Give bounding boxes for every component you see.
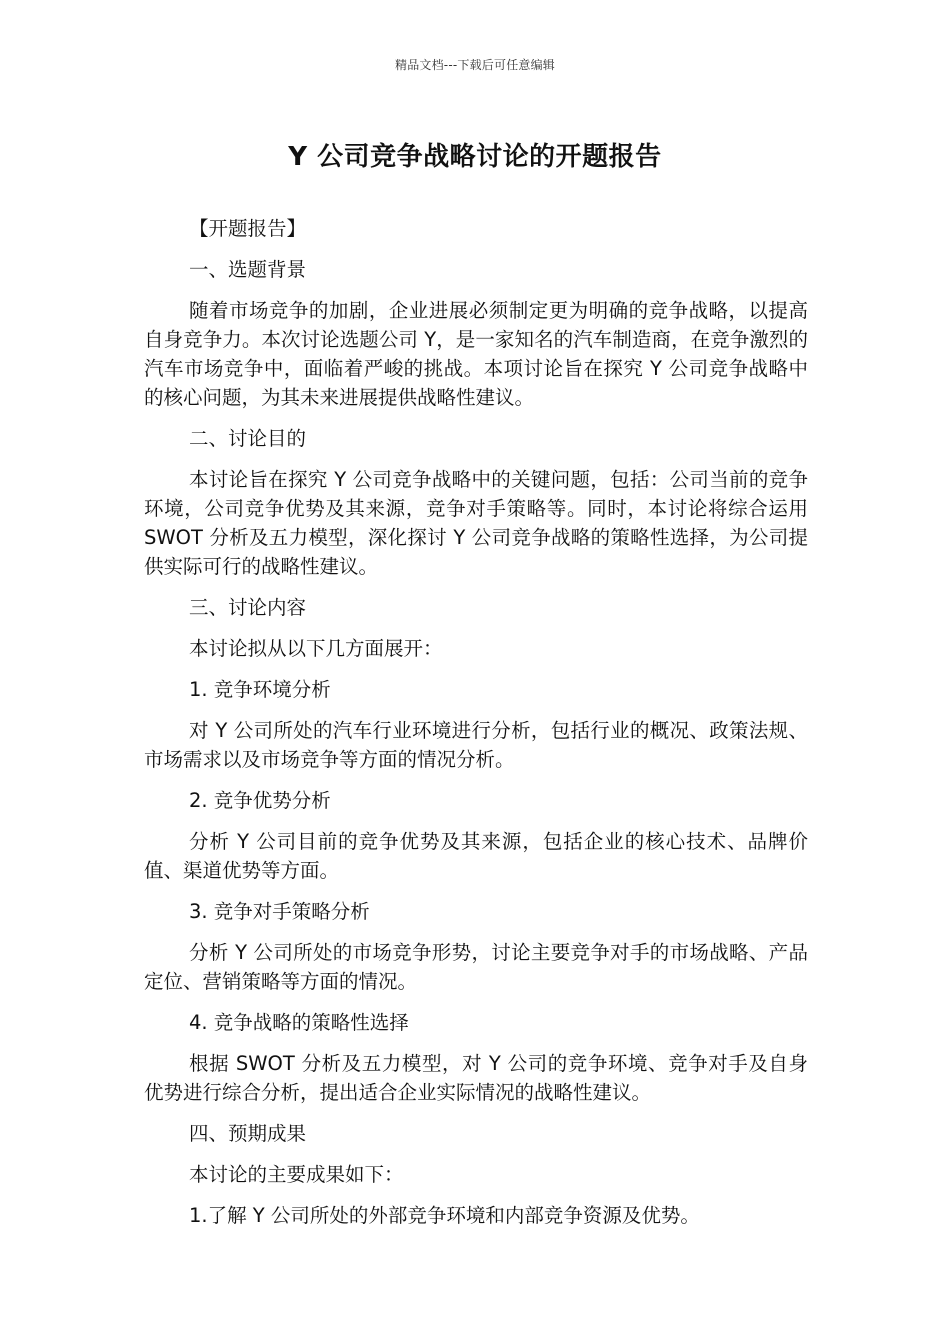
- paragraph-environment: 对 Y 公司所处的汽车行业环境进行分析，包括行业的概况、政策法规、市场需求以及市场竞争等方面的情况分析。: [144, 719, 808, 771]
- section-heading-outcomes: 四、预期成果: [189, 1122, 307, 1145]
- report-tag: 【开题报告】: [189, 217, 307, 240]
- section-heading-purpose: 二、讨论目的: [189, 427, 307, 450]
- header-note: 精品文档---下载后可任意编辑: [395, 58, 555, 72]
- paragraph-competitors: 分析 Y 公司所处的市场竞争形势，讨论主要竞争对手的市场战略、产品定位、营销策略等方面的情况。: [144, 941, 808, 993]
- item-heading-advantage: 2. 竞争优势分析: [189, 789, 331, 812]
- list-item-outcome-1: 1.了解 Y 公司所处的外部竞争环境和内部竞争资源及优势。: [189, 1204, 700, 1227]
- item-heading-environment: 1. 竞争环境分析: [189, 678, 331, 701]
- document-body: [144, 214, 808, 1242]
- section-heading-background: 一、选题背景: [189, 258, 307, 281]
- page-title: Y 公司竞争战略讨论的开题报告: [288, 142, 662, 172]
- paragraph-background: 随着市场竞争的加剧，企业进展必须制定更为明确的竞争战略，以提高自身竞争力。本次讨论选题公司 Y，是一家知名的汽车制造商，在竞争激烈的汽车市场竞争中，面临着严峻的挑战。本项讨论旨在探究 Y 公司竞争战略中的核心问题，为其未来进展提供战略性建议。: [144, 299, 808, 409]
- paragraph-purpose: 本讨论旨在探究 Y 公司竞争战略中的关键问题，包括：公司当前的竞争环境，公司竞争优势及其来源，竞争对手策略等。同时，本讨论将综合运用 SWOT 分析及五力模型，深化探讨 Y 公司竞争战略的策略性选择，为公司提供实际可行的战略性建议。: [144, 468, 808, 578]
- paragraph-strategy: 根据 SWOT 分析及五力模型，对 Y 公司的竞争环境、竞争对手及自身优势进行综合分析，提出适合企业实际情况的战略性建议。: [144, 1052, 808, 1104]
- paragraph-content-intro: 本讨论拟从以下几方面展开：: [189, 637, 443, 660]
- item-heading-strategy: 4. 竞争战略的策略性选择: [189, 1011, 409, 1034]
- paragraph-advantage: 分析 Y 公司目前的竞争优势及其来源，包括企业的核心技术、品牌价值、渠道优势等方面。: [144, 830, 808, 882]
- section-heading-content: 三、讨论内容: [189, 596, 307, 619]
- item-heading-competitors: 3. 竞争对手策略分析: [189, 900, 370, 923]
- paragraph-outcomes-intro: 本讨论的主要成果如下：: [189, 1163, 404, 1186]
